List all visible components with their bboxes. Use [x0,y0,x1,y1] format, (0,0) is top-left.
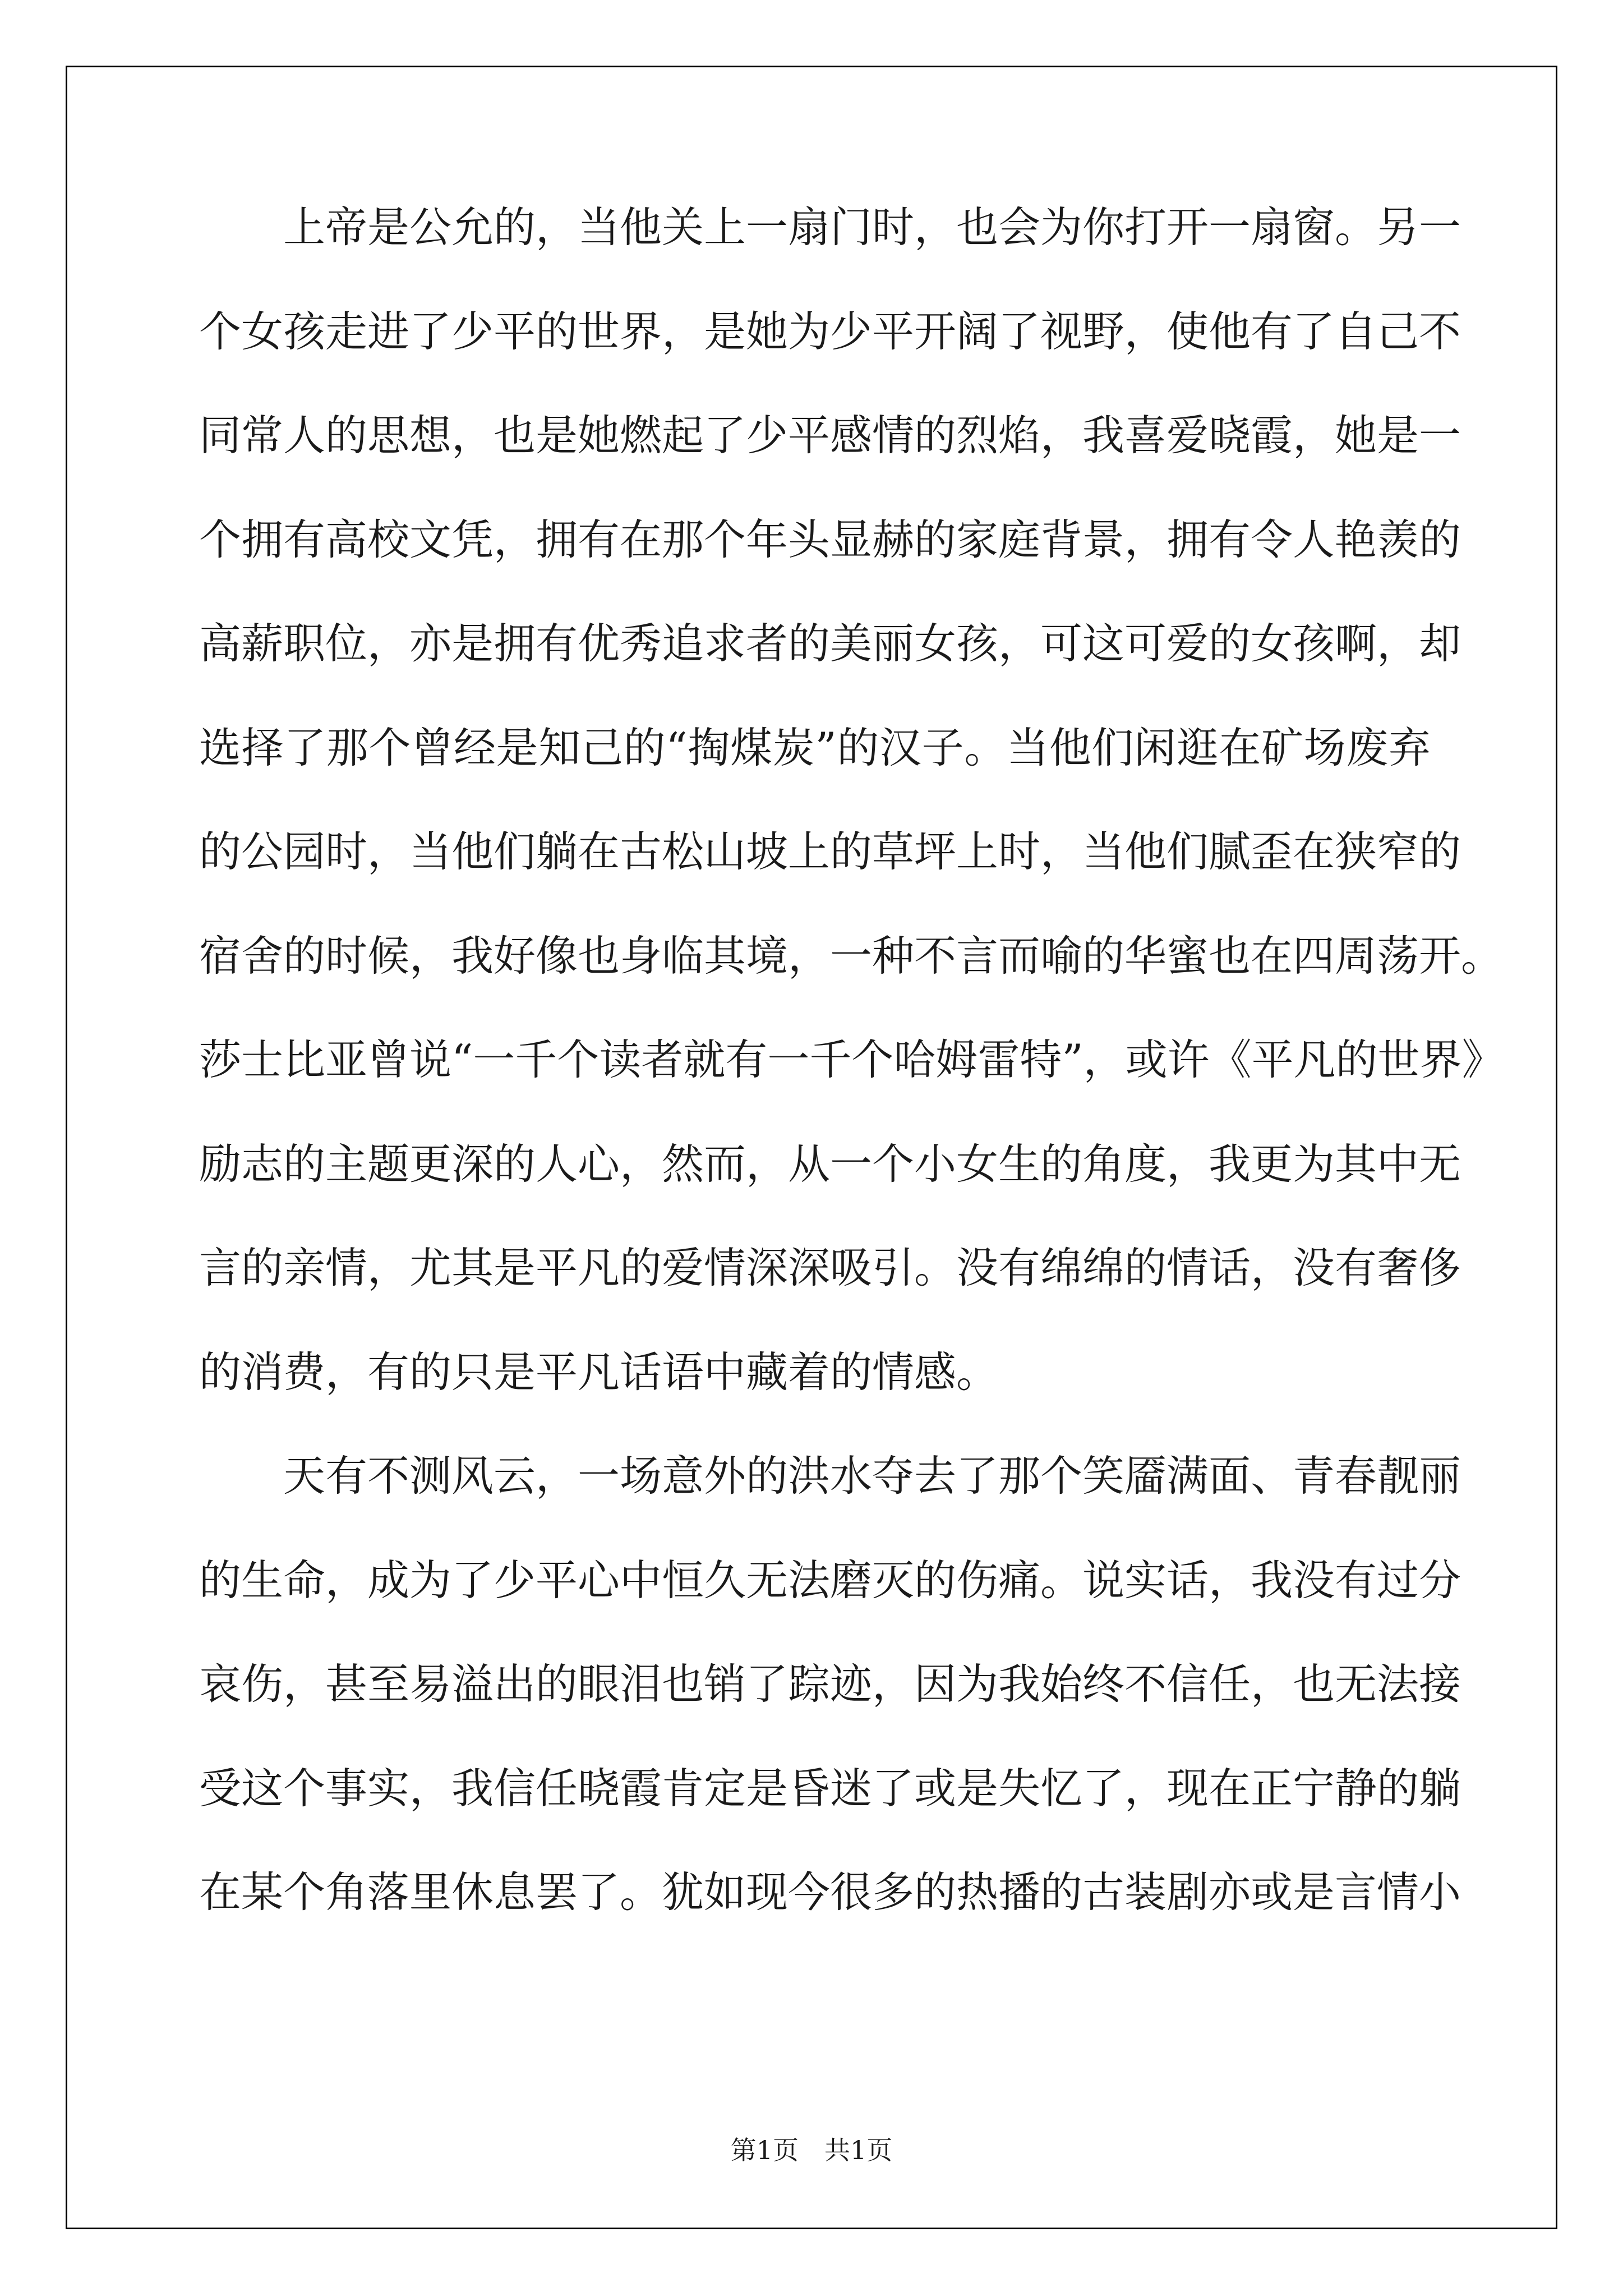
text-line: 个拥有高校文凭，拥有在那个年头显赫的家庭背景，拥有令人艳羡的 [199,514,1461,564]
text-line: 言的亲情，尤其是平凡的爱情深深吸引。没有绵绵的情话，没有奢侈 [199,1243,1461,1292]
text-line: 的生命，成为了少平心中恒久无法磨灭的伤痛。说实话，我没有过分 [199,1555,1461,1605]
text-line: 宿舍的时候，我好像也身临其境，一种不言而喻的华蜜也在四周荡开。 [199,931,1504,981]
page-total: 共1页 [824,2135,893,2165]
text-line: 哀伤，甚至易溢出的眼泪也销了踪迹，因为我始终不信任，也无法接 [199,1659,1461,1709]
text-line: 选择了那个曾经是知己的“掏煤炭”的汉子。当他们闲逛在矿场废弃 [199,723,1431,772]
text-line: 个女孩走进了少平的世界，是她为少平开阔了视野，使他有了自己不 [199,306,1461,356]
text-line: 的公园时，当他们躺在古松山坡上的草坪上时，当他们腻歪在狭窄的 [199,827,1461,876]
page-number: 第1页 [730,2135,799,2165]
text-line: 励志的主题更深的人心，然而，从一个小女生的角度，我更为其中无 [199,1139,1461,1189]
text-line: 的消费，有的只是平凡话语中藏着的情感。 [199,1347,999,1397]
text-line: 在某个角落里休息罢了。犹如现今很多的热播的古装剧亦或是言情小 [199,1867,1461,1917]
page-footer [0,2136,1623,2164]
document-body [199,203,1504,1976]
text-line: 高薪职位，亦是拥有优秀追求者的美丽女孩，可这可爱的女孩啊，却 [199,619,1461,668]
text-line: 同常人的思想，也是她燃起了少平感情的烈焰，我喜爱晓霞，她是一 [199,411,1461,460]
text-line: 天有不测风云，一场意外的洪水夺去了那个笑靥满面、青春靓丽 [283,1451,1461,1501]
text-line: 上帝是公允的，当他关上一扇门时，也会为你打开一扇窗。另一 [283,203,1461,252]
text-line: 莎士比亚曾说“一千个读者就有一千个哈姆雷特”，或许《平凡的世界》 [199,1035,1504,1084]
text-line: 受这个事实，我信任晓霞肯定是昏迷了或是失忆了，现在正宁静的躺 [199,1763,1461,1813]
